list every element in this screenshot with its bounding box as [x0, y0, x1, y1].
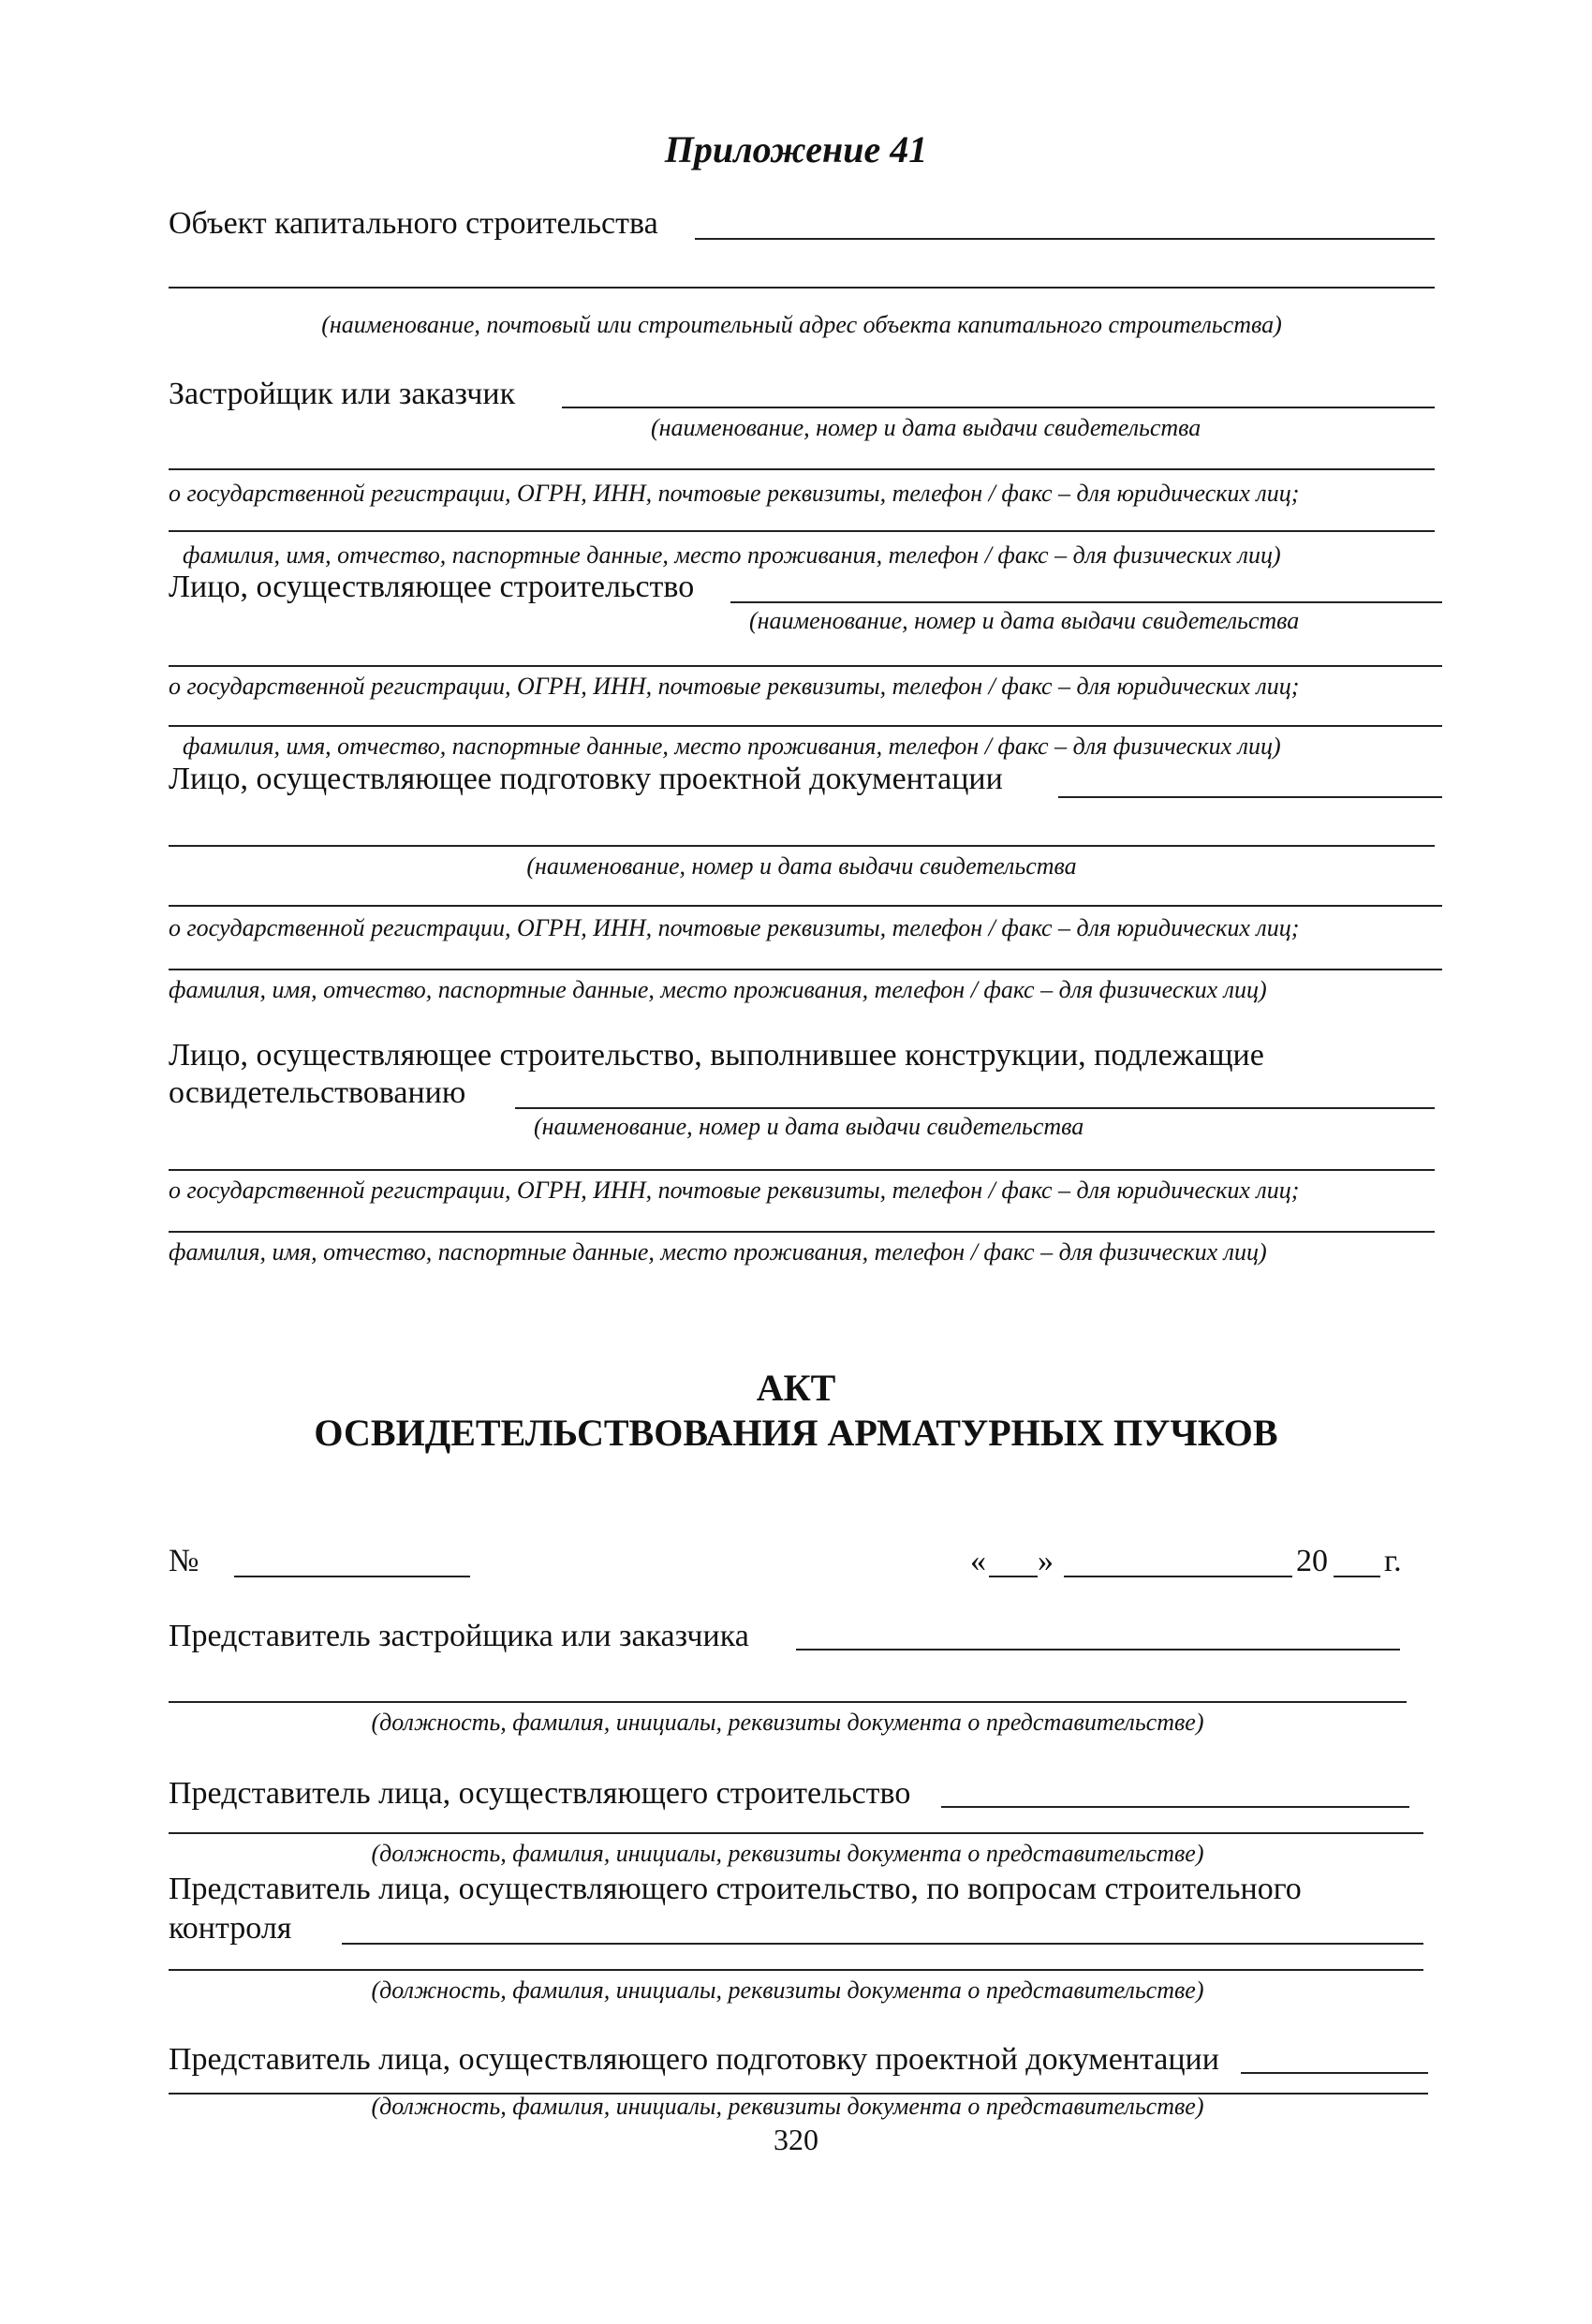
- builder-caption-name: (наименование, номер и дата выдачи свидетельства: [749, 607, 1300, 634]
- rep-builder-caption: (должность, фамилия, инициалы, реквизиты документа о представительстве): [371, 1840, 1204, 1867]
- builder-person-field[interactable]: [169, 725, 1442, 727]
- builder-caption-legal: о государственной регистрации, ОГРН, ИНН, почтовые реквизиты, телефон / факс – для юридических лиц;: [169, 673, 1300, 700]
- designer-name-field[interactable]: [1058, 796, 1442, 798]
- developer-name-field[interactable]: [562, 407, 1435, 408]
- rep-control-details-field[interactable]: [169, 1969, 1423, 1971]
- rep-designer-caption: (должность, фамилия, инициалы, реквизиты документа о представительстве): [371, 2093, 1204, 2120]
- object-caption: (наименование, почтовый или строительный адрес объекта капитального строительства): [321, 311, 1282, 338]
- executor-caption-name: (наименование, номер и дата выдачи свидетельства: [534, 1113, 1084, 1140]
- rep-designer-field[interactable]: [1241, 2072, 1428, 2074]
- designer-name-field-2[interactable]: [169, 845, 1435, 847]
- rep-developer-label: Представитель застройщика или заказчика: [169, 1619, 749, 1653]
- executor-registration-field[interactable]: [169, 1169, 1435, 1171]
- rep-control-field[interactable]: [342, 1943, 1423, 1945]
- designer-caption-legal: о государственной регистрации, ОГРН, ИНН, почтовые реквизиты, телефон / факс – для юридических лиц;: [169, 914, 1300, 941]
- developer-caption-legal: о государственной регистрации, ОГРН, ИНН, почтовые реквизиты, телефон / факс – для юридических лиц;: [169, 480, 1300, 507]
- builder-name-field[interactable]: [730, 601, 1442, 603]
- executor-caption-person: фамилия, имя, отчество, паспортные данные, место проживания, телефон / факс – для физических лиц): [169, 1238, 1267, 1266]
- developer-person-field[interactable]: [169, 530, 1435, 532]
- date-year-suffix: г.: [1384, 1544, 1402, 1578]
- rep-developer-field[interactable]: [796, 1649, 1400, 1650]
- developer-label: Застройщик или заказчик: [169, 377, 516, 411]
- rep-control-label-line1: Представитель лица, осуществляющего строительство, по вопросам строительного: [169, 1872, 1302, 1906]
- executor-label-line1: Лицо, осуществляющее строительство, выполнившее конструкции, подлежащие: [169, 1038, 1264, 1073]
- designer-label: Лицо, осуществляющее подготовку проектной документации: [169, 762, 1003, 796]
- executor-name-field[interactable]: [515, 1107, 1435, 1109]
- rep-builder-label: Представитель лица, осуществляющего строительство: [169, 1776, 911, 1811]
- appendix-title: Приложение 41: [664, 128, 928, 170]
- developer-caption-person: фамилия, имя, отчество, паспортные данные, место проживания, телефон / факс – для физических лиц): [183, 541, 1281, 569]
- designer-caption-name: (наименование, номер и дата выдачи свидетельства: [526, 852, 1077, 880]
- builder-registration-field[interactable]: [169, 665, 1442, 667]
- rep-designer-label: Представитель лица, осуществляющего подготовку проектной документации: [169, 2042, 1219, 2077]
- rep-developer-details-field[interactable]: [169, 1701, 1407, 1703]
- builder-caption-person: фамилия, имя, отчество, паспортные данные, место проживания, телефон / факс – для физических лиц): [183, 733, 1281, 760]
- rep-developer-caption: (должность, фамилия, инициалы, реквизиты документа о представительстве): [371, 1709, 1204, 1736]
- act-title: АКТ: [756, 1367, 836, 1409]
- rep-control-label-line2: контроля: [169, 1911, 292, 1946]
- page-number: 320: [774, 2123, 818, 2156]
- number-sign: №: [169, 1544, 199, 1578]
- act-number-field[interactable]: [234, 1576, 470, 1577]
- date-quote-close: »: [1038, 1544, 1054, 1578]
- rep-control-caption: (должность, фамилия, инициалы, реквизиты документа о представительстве): [371, 1976, 1204, 2004]
- date-month-field[interactable]: [1064, 1576, 1292, 1577]
- executor-person-field[interactable]: [169, 1231, 1435, 1233]
- date-year-field[interactable]: [1334, 1576, 1380, 1577]
- builder-label: Лицо, осуществляющее строительство: [169, 570, 695, 604]
- date-year-prefix: 20: [1296, 1544, 1328, 1578]
- rep-builder-field[interactable]: [941, 1806, 1409, 1808]
- executor-label-line2: освидетельствованию: [169, 1075, 466, 1110]
- object-name-field[interactable]: [695, 238, 1435, 240]
- developer-registration-field[interactable]: [169, 468, 1435, 470]
- executor-caption-legal: о государственной регистрации, ОГРН, ИНН, почтовые реквизиты, телефон / факс – для юридических лиц;: [169, 1177, 1300, 1204]
- rep-builder-details-field[interactable]: [169, 1832, 1423, 1834]
- designer-person-field[interactable]: [169, 969, 1442, 970]
- date-day-field[interactable]: [989, 1576, 1038, 1577]
- date-quote-open: «: [970, 1544, 986, 1578]
- developer-caption-name: (наименование, номер и дата выдачи свидетельства: [651, 414, 1201, 441]
- act-subtitle: ОСВИДЕТЕЛЬСТВОВАНИЯ АРМАТУРНЫХ ПУЧКОВ: [314, 1412, 1278, 1454]
- object-label: Объект капитального строительства: [169, 206, 658, 241]
- designer-registration-field[interactable]: [169, 905, 1442, 907]
- object-address-field[interactable]: [169, 287, 1435, 289]
- designer-caption-person: фамилия, имя, отчество, паспортные данные, место проживания, телефон / факс – для физических лиц): [169, 976, 1267, 1003]
